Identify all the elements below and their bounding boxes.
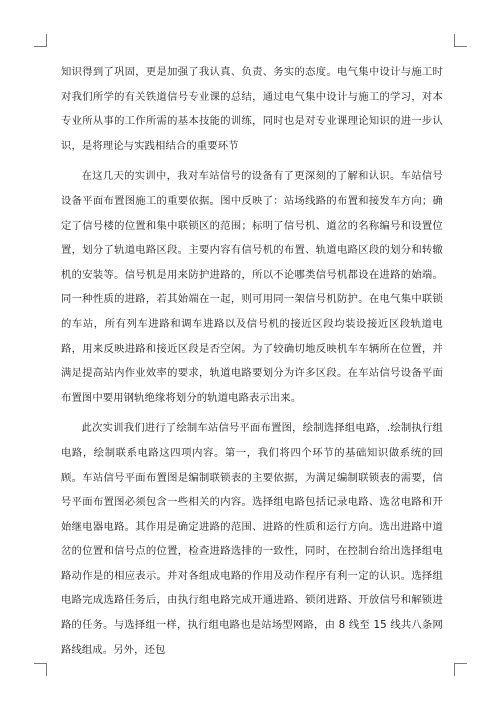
paragraph-3: 此次实训我们进行了绘制车站信号平面布置图，绘制选择组电路，.绘制执行组电路，绘制联系电路这四项内容。第一，我们将四个环节的基础知识做系统的回顾。车站信号平面布置图是编制联锁表的主要依据，为满足编制联锁表的需要，信号平面布置图必须包含一些相关的内容。选择组电路包括记录电路、选岔电路和开始继电器电路。其作用是确定进路的范围、进路的性质和运行方向。选出进路中道岔的位置和信号点的位置，检查进路选排的一致性，同时，在控制台给出选择组电路动作是的相应表示。并对各组成电路的作用及动作程序有利一定的认识。选择组电路完成选路任务后，由执行组电路完成开通进路、锁闭进路、开放信号和解锁进路的任务。与选择组一样，执行组电路也是站场型网路，由 8 线至 15 线共八条网路线组成。另外，还包	[61, 422, 443, 656]
crop-mark-bottom-right	[454, 663, 467, 676]
paragraph-2: 在这几天的实训中，我对车站信号的设备有了更深刻的了解和认识。车站信号设备平面布置图施工的重要依据。图中反映了：站场线路的布置和接发车方向；确定了信号楼的位置和集中联锁区的范围；标明了信号机、道岔的名称编号和设置位置，划分了轨道电路区段。主要内容有信号机的布置、轨道电路区段的划分和转辙机的安装等。信号机是用来防护进路的，所以不论哪类信号机都设在进路的始端。同一种性质的进路，若其始端在一起，则可用同一架信号机防护。在电气集中联锁的车站，所有列车进路和调车进路以及信号机的接近区段均装设接近区段轨道电路，用来反映进路和接近区段是否空闲。为了较确切地反映机车车辆所在位置，并满足提高站内作业效率的要求，轨道电路要划分为许多区段。在车站信号设备平面布置图中要用钢轨绝缘将划分的轨道电路表示出来。	[61, 170, 443, 404]
document-body	[61, 60, 443, 662]
paragraph-1: 知识得到了巩固，更是加强了我认真、负责、务实的态度。电气集中设计与施工时对我们所学的有关铁道信号专业课的总结，通过电气集中设计与施工的学习，对本专业所从事的工作所需的基本技能的训练，同时也是对专业课理论知识的进一步认识，是将理论与实践相结合的重要环节	[61, 66, 443, 152]
crop-mark-top-right	[454, 34, 467, 47]
crop-mark-bottom-left	[34, 663, 47, 676]
crop-mark-top-left	[34, 34, 47, 47]
